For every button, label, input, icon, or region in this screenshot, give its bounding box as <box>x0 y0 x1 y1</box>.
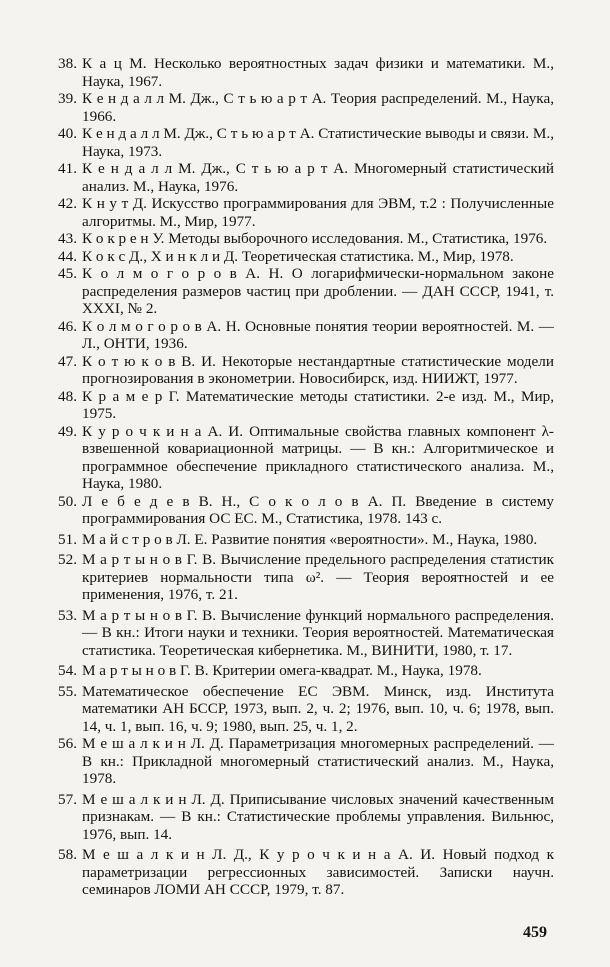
reference-item <box>0 388 610 423</box>
reference-number: 51. <box>58 530 77 548</box>
reference-number: 49. <box>58 422 77 440</box>
reference-text: К н у т Д. Искусство программирования для ЭВМ, т.2 : Получисленные алгоритмы. М., Мир, 1977. <box>82 195 554 230</box>
reference-text: К е н д а л л М. Дж., С т ь ю а р т А. Теория распределений. М., Наука, 1966. <box>82 90 554 125</box>
reference-number: 45. <box>58 265 77 282</box>
page-number: 459 <box>523 924 547 941</box>
reference-item <box>0 423 610 493</box>
reference-text: М а й с т р о в Л. Е. Развитие понятия «вероятности». М., Наука, 1980. <box>82 530 538 548</box>
reference-number: 46. <box>58 317 77 335</box>
reference-item <box>0 125 610 160</box>
reference-item <box>0 791 610 844</box>
reference-item <box>0 55 610 90</box>
reference-number: 54. <box>58 662 77 679</box>
reference-text: К е н д а л л М. Дж., С т ь ю а р т А. Многомерный статистический анализ. М., Наука, 1976. <box>82 160 554 195</box>
reference-number: 53. <box>58 606 77 624</box>
reference-text: К о к с Д., Х и н к л и Д. Теоретическая статистика. М., Мир, 1978. <box>82 247 514 265</box>
reference-text: М а р т ы н о в Г. В. Критерии омега-квадрат. М., Наука, 1978. <box>82 662 482 679</box>
reference-item <box>0 735 610 788</box>
reference-number: 47. <box>58 352 77 370</box>
reference-item <box>0 248 610 266</box>
reference-number: 52. <box>58 551 77 568</box>
reference-item <box>0 195 610 230</box>
reference-number: 38. <box>58 55 77 72</box>
reference-item <box>0 318 610 353</box>
reference-text: М е ш а л к и н Л. Д., К у р о ч к и н а А. И. Новый подход к параметризации регрессионных зависимостей. Записки научн. семинаров ЛОМИ АН СССР, 1979, т. 87. <box>82 846 554 898</box>
reference-item <box>0 607 610 660</box>
reference-text: М е ш а л к и н Л. Д. Параметризация многомерных распределений. — В кн.: Прикладной многомерный статистический анализ. М., Наука, 1978. <box>82 735 554 787</box>
reference-item <box>0 353 610 388</box>
reference-text: М а р т ы н о в Г. В. Вычисление предельного распределения статистик критериев нормальности типа ω². — Теория вероятностей и ее применения, 1976, т. 21. <box>82 551 554 603</box>
reference-text: Математическое обеспечение ЕС ЭВМ. Минск, изд. Института математики АН БССР, 1973, вып. 2, ч. 2; 1976, вып. 10, ч. 6; 1978, вып. 14, ч. 1, вып. 16, ч. 9; 1980, вып. 25, ч. 1, 2. <box>82 682 554 735</box>
reference-text: К р а м е р Г. Математические методы статистики. 2-е изд. М., Мир, 1975. <box>82 387 554 422</box>
reference-list <box>0 55 610 899</box>
reference-item <box>0 90 610 125</box>
reference-item <box>0 531 610 549</box>
reference-number: 44. <box>58 247 77 265</box>
reference-number: 40. <box>58 125 77 142</box>
reference-text: К о л м о г о р о в А. Н. О логарифмически-нормальном законе распределения размеров частиц при дроблении. — ДАН СССР, 1941, т. XXXI, № 2. <box>82 265 554 317</box>
reference-number: 39. <box>58 90 77 107</box>
reference-number: 43. <box>58 230 77 247</box>
reference-item <box>0 265 610 318</box>
reference-number: 56. <box>58 735 77 752</box>
reference-item <box>0 846 610 899</box>
reference-item <box>0 160 610 195</box>
reference-number: 41. <box>58 160 77 177</box>
reference-text: М а р т ы н о в Г. В. Вычисление функций нормального распределения. — В кн.: Итоги науки и техники. Теория вероятностей. Математическая статистика. Теоретическая кибернетика. М., ВИНИТИ, 1980, т. 17. <box>82 606 554 659</box>
reference-item <box>0 662 610 680</box>
reference-text: К е н д а л л М. Дж., С т ь ю а р т А. Статистические выводы и связи. М., Наука, 1973. <box>82 125 554 160</box>
reference-text: К у р о ч к и н а А. И. Оптимальные свойства главных компонент λ-взвешенной ковариационной матрицы. — В кн.: Алгоритмическое и программное обеспечение прикладного статистического анализа. М., Наука, 1980. <box>82 422 554 492</box>
reference-number: 42. <box>58 195 77 212</box>
reference-number: 57. <box>58 790 77 808</box>
reference-number: 55. <box>58 682 77 700</box>
reference-number: 58. <box>58 846 77 863</box>
reference-text: М е ш а л к и н Л. Д. Приписывание числовых значений качественным признакам. — В кн.: Статистические проблемы управления. Вильнюс, 1976, вып. 14. <box>82 790 554 843</box>
reference-item <box>0 551 610 604</box>
reference-item <box>0 683 610 736</box>
reference-number: 48. <box>58 387 77 405</box>
reference-number: 50. <box>58 492 77 510</box>
reference-text: К о т ю к о в В. И. Некоторые нестандартные статистические модели прогнозирования в эконометрии. Новосибирск, изд. НИИЖТ, 1977. <box>82 352 554 387</box>
reference-text: К о л м о г о р о в А. Н. Основные понятия теории вероятностей. М. — Л., ОНТИ, 1936. <box>82 317 554 352</box>
reference-text: К о к р е н У. Методы выборочного исследования. М., Статистика, 1976. <box>82 230 548 247</box>
reference-item <box>0 230 610 248</box>
reference-text: К а ц М. Несколько вероятностных задач физики и математики. М., Наука, 1967. <box>82 55 554 90</box>
reference-item <box>0 493 610 528</box>
reference-text: Л е б е д е в В. Н., С о к о л о в А. П. Введение в систему программирования ОС ЕС. М., Статистика, 1978. 143 с. <box>82 492 554 527</box>
